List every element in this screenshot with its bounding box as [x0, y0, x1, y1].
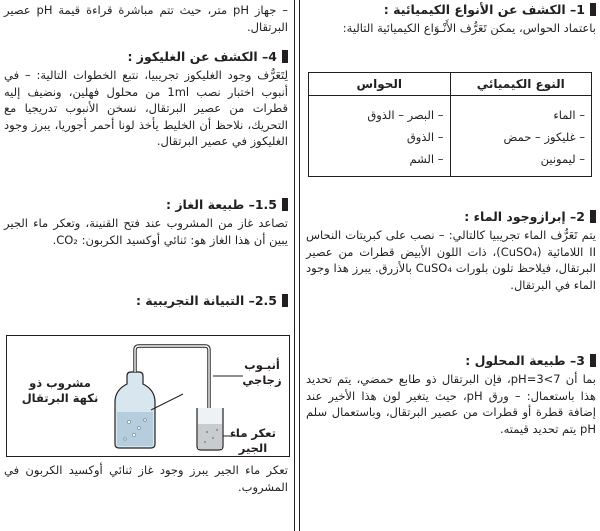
- label-glass-tube: أنبـوب زجاجي: [242, 358, 282, 387]
- section-3-text: بما أن 7>pH=3، فإن البرتقال ذو طابع حمضي، يتم تحديد هذا باستعمال: – ورق pH، حيث يتغير لون هذا الأخير عند إضافة قطرة أو قطرات من عصير البرتقال، وباستعمال سلم pH يتم تحديد قيمته.: [306, 372, 596, 436]
- table-header-species: النوع الكيميائي: [450, 73, 592, 96]
- species-limonene: – ليمونين: [540, 152, 585, 166]
- section-15-text: تصاعد غاز من المشروب عند فتح القنينة، وتعكر ماء الجير يبين أن هذا الغاز هو: ثنائي أوكسيد الكربون: CO₂.: [4, 216, 288, 247]
- sense-taste: – الذوق: [406, 130, 444, 144]
- drink-liquid: [117, 412, 153, 446]
- heading-marker-icon: [590, 3, 596, 16]
- senses-table: [308, 72, 592, 177]
- section-1-heading: 1– الكشف عن الأنواع الكيميائية :: [306, 1, 596, 18]
- section-1-intro: باعتماد الحواس، يمكن تَعَرُّف الأَنْـوَاع الكيميائية التالية:: [342, 21, 596, 35]
- section-2-heading: 2– إبرازوجود الماء :: [306, 208, 596, 225]
- label-drink: مشروب ذو نكهة البرتقال: [21, 376, 99, 405]
- figure-caption: تعكر ماء الجير يبرز وجود غاز ثنائي أوكسيد الكربون في المشروب.: [4, 463, 288, 494]
- pointer-drink: [151, 394, 183, 410]
- section-4-text: لِتَعَرُّف وجود الغليكوز تجريبيا، نتبع الخطوات التالية: – في أنبوب اختبار نصب 1ml من محلول فهلين، ونضيف إليه قطرات من عصير البرتقال، نسخن الأنبوب تدريجيا مع التحريك، نلاحظ أن الخليط يأخذ لونا أحمر أجوريا، يبرز وجود الغليكوز في عصير البرتقال.: [4, 68, 288, 148]
- species-water: – الماء: [553, 108, 585, 122]
- experiment-figure: [6, 335, 290, 457]
- sense-sight-taste: – البصر – الذوق: [367, 108, 444, 122]
- heading-marker-icon: [590, 354, 596, 367]
- table-header-senses: الحواس: [309, 73, 451, 96]
- section-15-heading: 1.5– طبيعة الغاز :: [4, 196, 288, 213]
- heading-marker-icon: [282, 50, 288, 63]
- label-limewater: تعكر ماء الجير: [230, 426, 276, 455]
- senses-cell: [309, 96, 451, 177]
- left-column: [0, 0, 292, 531]
- section-4-heading: 4– الكشف عن الغليكوز :: [4, 48, 288, 65]
- species-glucose-acid: – غليكوز – حمض: [503, 130, 585, 144]
- heading-marker-icon: [282, 294, 288, 307]
- ph-meter-text: – جهاز pH متر، حيث تتم مباشرة قراءة قيمة pH عصير البرتقال.: [4, 3, 288, 34]
- heading-marker-icon: [282, 198, 288, 211]
- properties-table: [308, 72, 592, 177]
- heading-marker-icon: [590, 210, 596, 223]
- right-column: [300, 0, 600, 531]
- sense-smell: – الشم: [409, 152, 444, 166]
- section-25-heading: 2.5– التبيانة التجريبية :: [4, 292, 288, 309]
- section-2-text: يتم تَعَرُّف الماء تجريبيا كالتالي: – نصب على كبريتات النحاس II اللامائية (CuSO₄)، ذات اللون الأبيض قطرات من عصير البرتقال، فيلاحظ تلون بلورات CuSO₄ بالأزرق. يبرز هذا وجود الماء في البرتقال.: [306, 228, 597, 292]
- limewater-liquid: [198, 424, 222, 449]
- section-3-heading: 3– طبيعة المحلول :: [306, 352, 596, 369]
- species-cell: [450, 96, 592, 177]
